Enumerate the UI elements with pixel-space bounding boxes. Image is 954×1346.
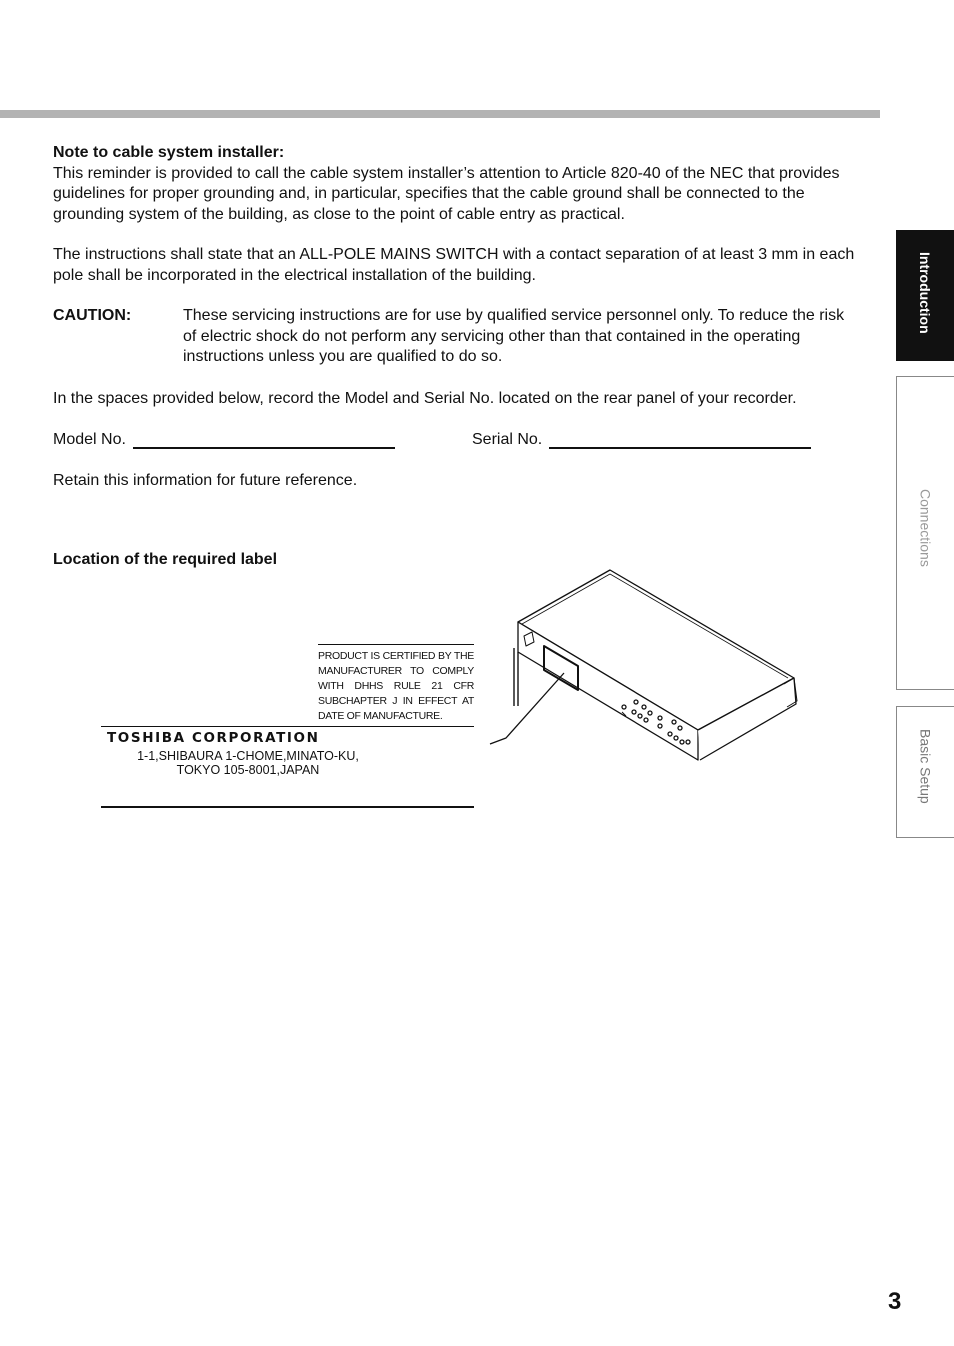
serial-label: Serial No. [472,431,543,448]
caution-text: These servicing instructions are for use by qualified service personnel only. To reduce the risk of electric shock do not perform any servicing other than that contained in the operating instructions unless you are qualified to do so. [183,307,845,365]
tab-label: Introduction [917,252,933,334]
certification-label [101,644,474,808]
header-rule [0,110,880,118]
caution-block [53,306,861,368]
model-label: Model No. [53,431,126,448]
model-blank-line [133,447,395,449]
note-body: This reminder is provided to call the cable system installer’s attention to Article 820-40 of the NEC that provides guidelines for proper grounding and, in particular, specifies that the cable ground shall be connected to the grounding system of the building, as close to the point of cable entry as practical. [53,164,840,223]
cert-line: PRODUCT IS CERTIFIED BY THE [318,650,474,662]
address-line: 1-1,SHIBAURA 1-CHOME,MINATO-KU, [137,749,359,763]
page-number: 3 [888,1288,902,1315]
label-base-rule [101,806,474,808]
corporation-name: TOSHIBA CORPORATION [107,730,320,746]
cert-line: WITH DHHS RULE 21 CFR [318,680,474,692]
serial-field [472,430,811,451]
tab-label: Basic Setup [917,729,934,804]
tab-basic-setup[interactable] [896,706,954,838]
instructions-paragraph: The instructions shall state that an ALL-POLE MAINS SWITCH with a contact separation of at least 3 mm in each pole shall be incorporated in the electrical installation of the building. [53,246,855,284]
main-content [53,143,861,492]
model-field [53,430,395,451]
record-fields [53,430,861,450]
caution-label: CAUTION: [53,307,132,324]
tab-label: Connections [917,489,934,567]
cert-bottom-rule [101,726,474,727]
location-title: Location of the required label [53,551,278,568]
cert-line: MANUFACTURER TO COMPLY [318,665,474,677]
retain-note: Retain this information for future reference. [53,472,358,489]
corporation-address [101,749,395,777]
recorder-illustration [488,566,808,762]
cert-text [318,649,474,724]
serial-blank-line [549,447,811,449]
record-intro: In the spaces provided below, record the Model and Serial No. located on the rear panel of your recorder. [53,389,797,407]
cert-line: DATE OF MANUFACTURE. [318,710,443,722]
note-title: Note to cable system installer: [53,144,285,161]
address-line: TOKYO 105-8001,JAPAN [176,763,320,777]
tab-introduction[interactable] [896,230,954,361]
tab-connections[interactable] [896,376,954,690]
cert-line: SUBCHAPTER J IN EFFECT AT [318,695,474,707]
cert-top-rule [318,644,474,645]
